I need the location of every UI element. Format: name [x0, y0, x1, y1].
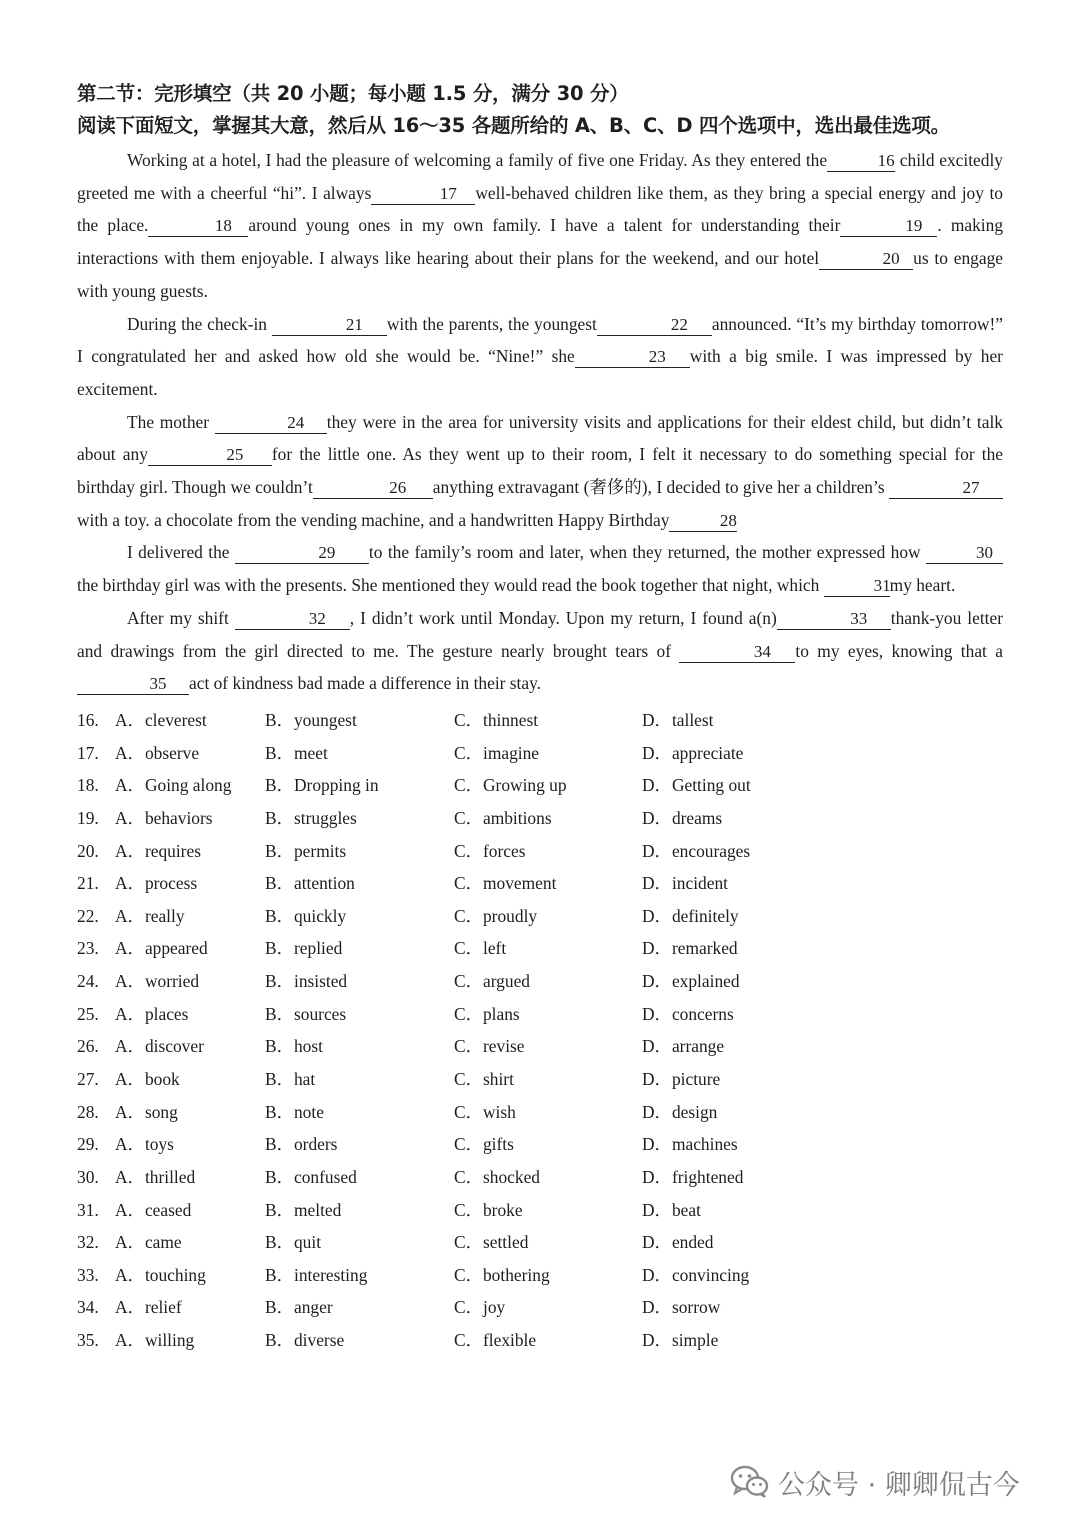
option-b[interactable]: B．anger — [265, 1297, 333, 1318]
option-d[interactable]: D．definitely — [642, 905, 739, 926]
option-d[interactable]: D．dreams — [642, 807, 723, 828]
question-row — [77, 1291, 1003, 1324]
passage-text: act of kindness bad made a difference in their stay. — [189, 673, 542, 694]
option-b[interactable]: B．replied — [265, 938, 343, 959]
option-a[interactable]: A．behaviors — [115, 807, 213, 828]
exam-page — [77, 78, 1003, 1357]
question-row — [77, 1096, 1003, 1129]
blank-number: 21 — [345, 314, 363, 334]
answer-blank[interactable] — [669, 509, 737, 532]
option-a[interactable]: A．Going along — [115, 775, 232, 796]
question-row — [77, 1324, 1003, 1357]
answer-blank[interactable] — [889, 476, 1003, 499]
question-number: 21. — [77, 873, 99, 894]
question-number: 16. — [77, 709, 99, 730]
question-number: 20. — [77, 840, 99, 861]
option-a[interactable]: A．toys — [115, 1134, 174, 1155]
blank-number: 17 — [439, 183, 457, 203]
option-d[interactable]: D．sorrow — [642, 1297, 721, 1318]
question-row — [77, 1226, 1003, 1259]
option-a[interactable]: A．ceased — [115, 1199, 192, 1220]
answer-blank[interactable] — [597, 313, 712, 336]
option-a[interactable]: A．process — [115, 873, 198, 894]
option-d[interactable]: D．design — [642, 1101, 718, 1122]
option-a[interactable]: A．observe — [115, 742, 200, 763]
question-row — [77, 835, 1003, 868]
option-d[interactable]: D．convincing — [642, 1264, 750, 1285]
passage-text: with a big smile. I was impressed by her excitement. — [77, 346, 1003, 399]
option-a[interactable]: A．willing — [115, 1330, 195, 1351]
option-c[interactable]: C．broke — [454, 1199, 523, 1220]
passage-text: to my eyes, knowing that a — [795, 640, 1003, 661]
option-d[interactable]: D．appreciate — [642, 742, 744, 763]
option-b[interactable]: B．permits — [265, 840, 347, 861]
blank-number: 19 — [905, 216, 923, 236]
option-c[interactable]: C．shirt — [454, 1069, 514, 1089]
passage-text: Working at a hotel, I had the pleasure of welcoming a family of five one Friday. As they entered the — [127, 150, 828, 170]
question-number: 23. — [77, 938, 99, 959]
option-c[interactable]: C．revise — [454, 1036, 525, 1057]
question-row — [77, 1259, 1003, 1292]
option-d[interactable]: D．Getting out — [642, 775, 751, 796]
blank-number: 16 — [877, 151, 895, 170]
option-c[interactable]: C．argued — [454, 971, 530, 992]
question-number: 29. — [77, 1134, 99, 1155]
question-row — [77, 1063, 1003, 1096]
question-row — [77, 965, 1003, 998]
option-a[interactable]: A．cleverest — [115, 709, 207, 730]
passage-text: The mother — [127, 411, 215, 432]
question-number: 34. — [77, 1297, 99, 1318]
question-row — [77, 802, 1003, 835]
passage-text: . making interactions with them enjoyable. I always like hearing about their plans for the weekend, and our hotel — [77, 215, 1004, 269]
answer-blank[interactable] — [777, 607, 891, 630]
option-b[interactable]: B．hat — [265, 1069, 316, 1089]
passage-text: with the parents, the youngest — [386, 313, 597, 334]
answer-blank[interactable] — [926, 541, 1003, 564]
blank-number: 18 — [214, 216, 232, 236]
passage-text: to the family’s room and later, when they returned, the mother expressed how — [368, 542, 926, 563]
option-b[interactable]: B．insisted — [265, 971, 348, 992]
option-c[interactable]: C．shocked — [454, 1166, 540, 1187]
question-number: 32. — [77, 1232, 99, 1253]
passage-text: the birthday girl was with the presents. She mentioned they would read the book together that night, which — [77, 575, 824, 596]
option-b[interactable]: B．sources — [265, 1003, 347, 1024]
question-number: 24. — [77, 971, 99, 992]
answer-blank[interactable] — [148, 443, 272, 466]
question-number: 30. — [77, 1166, 99, 1187]
question-number: 28. — [77, 1101, 99, 1122]
blank-number: 23 — [648, 347, 666, 367]
option-b[interactable]: B．host — [265, 1036, 323, 1057]
option-c[interactable]: C．ambitions — [454, 807, 552, 828]
option-b[interactable]: B．confused — [265, 1166, 357, 1187]
option-b[interactable]: B．melted — [265, 1199, 342, 1220]
question-number: 19. — [77, 807, 99, 828]
passage-paragraph — [77, 406, 1003, 537]
option-b[interactable]: B．quit — [265, 1232, 322, 1253]
option-b[interactable]: B．struggles — [265, 807, 357, 828]
option-b[interactable]: B．note — [265, 1101, 324, 1122]
option-d[interactable]: D．concerns — [642, 1003, 734, 1024]
option-d[interactable]: D．machines — [642, 1134, 738, 1155]
question-number: 25. — [77, 1003, 99, 1024]
blank-number: 31 — [873, 576, 891, 596]
passage-paragraph — [77, 536, 1003, 601]
answer-blank[interactable] — [235, 607, 350, 630]
question-row — [77, 1194, 1003, 1227]
answer-blank[interactable] — [575, 345, 690, 368]
option-a[interactable]: A．places — [115, 1003, 189, 1024]
option-c[interactable]: C．plans — [454, 1003, 520, 1024]
option-c[interactable]: C．bothering — [454, 1264, 550, 1285]
option-c[interactable]: C．joy — [454, 1297, 506, 1318]
question-number: 17. — [77, 742, 99, 763]
question-row — [77, 769, 1003, 802]
answer-blank[interactable] — [148, 214, 248, 237]
option-c[interactable]: C．movement — [454, 873, 557, 894]
question-number: 35. — [77, 1330, 99, 1351]
option-b[interactable]: B．meet — [265, 742, 328, 763]
option-c[interactable]: C．imagine — [454, 742, 540, 763]
watermark-text: 公众号 · 卿卿侃古今 — [778, 1469, 1020, 1501]
blank-number: 25 — [226, 445, 244, 465]
question-row — [77, 867, 1003, 900]
option-d[interactable]: D．encourages — [642, 840, 751, 861]
question-number: 27. — [77, 1069, 99, 1089]
option-c[interactable]: C．proudly — [454, 905, 538, 926]
blank-number: 26 — [389, 478, 407, 498]
blank-number: 30 — [976, 543, 993, 563]
answer-blank[interactable] — [77, 672, 189, 695]
question-row — [77, 737, 1003, 770]
option-b[interactable]: B．orders — [265, 1134, 338, 1155]
option-d[interactable]: D．picture — [642, 1069, 721, 1089]
blank-number: 24 — [287, 412, 305, 432]
answer-blank[interactable] — [824, 574, 890, 597]
option-b[interactable]: B．attention — [265, 873, 355, 894]
answer-blank[interactable] — [840, 214, 937, 237]
option-b[interactable]: B．Dropping in — [265, 775, 379, 796]
option-a[interactable]: A．thrilled — [115, 1166, 196, 1187]
blank-number: 32 — [308, 608, 326, 628]
passage-text: anything extravagant (奢侈的), I decided to give her a children’s — [432, 477, 890, 498]
passage-text: with a toy. a chocolate from the vending machine, and a handwritten Happy Birthday — [77, 509, 670, 530]
answer-blank[interactable] — [235, 541, 369, 564]
passage-text: I delivered the — [127, 542, 235, 563]
option-c[interactable]: C．thinnest — [454, 709, 539, 730]
option-c[interactable]: C．wish — [454, 1101, 516, 1122]
option-c[interactable]: C．settled — [454, 1232, 529, 1253]
question-number: 31. — [77, 1199, 99, 1220]
option-a[interactable]: A．came — [115, 1232, 182, 1253]
passage-text: announced. “It’s my birthday tomorrow!” I congratulated her and asked how old she would be. “Nine!” she — [77, 313, 1004, 367]
option-a[interactable]: A．discover — [115, 1036, 204, 1057]
blank-number: 27 — [962, 478, 980, 498]
option-d[interactable]: D．ended — [642, 1232, 714, 1253]
option-a[interactable]: A．requires — [115, 840, 201, 861]
passage-text: well-behaved children like them, as they bring a special energy and joy to the place. — [77, 182, 1004, 236]
answer-blank[interactable] — [679, 640, 795, 663]
question-row — [77, 1161, 1003, 1194]
passage-text: us to engage with young guests. — [77, 248, 1003, 301]
passage-text: thank-you letter and drawings from the girl directed to me. The gesture nearly brought tears of — [77, 607, 1003, 661]
answer-blank[interactable] — [827, 149, 895, 172]
option-d[interactable]: D．beat — [642, 1199, 701, 1220]
question-row — [77, 1030, 1003, 1063]
blank-number: 20 — [882, 249, 900, 269]
passage-paragraph — [77, 602, 1003, 700]
option-c[interactable]: C．gifts — [454, 1134, 514, 1155]
answer-blank[interactable] — [215, 411, 327, 434]
wechat-icon — [730, 1465, 770, 1499]
option-d[interactable]: D．tallest — [642, 709, 714, 730]
option-d[interactable]: D．arrange — [642, 1036, 725, 1057]
passage-text: During the check-in — [127, 313, 272, 334]
option-a[interactable]: A．worried — [115, 971, 200, 992]
blank-number: 22 — [670, 314, 688, 334]
option-a[interactable]: A．appeared — [115, 938, 208, 959]
blank-number: 35 — [149, 674, 167, 694]
option-d[interactable]: D．explained — [642, 971, 740, 992]
option-c[interactable]: C．left — [454, 938, 507, 959]
option-d[interactable]: D．remarked — [642, 938, 738, 959]
answer-blank[interactable] — [313, 476, 433, 499]
question-row — [77, 704, 1003, 737]
option-a[interactable]: A．song — [115, 1101, 178, 1122]
question-number: 26. — [77, 1036, 99, 1057]
answer-blank[interactable] — [371, 182, 475, 205]
option-b[interactable]: B．quickly — [265, 905, 347, 926]
option-a[interactable]: A．relief — [115, 1297, 182, 1318]
option-c[interactable]: C．flexible — [454, 1330, 537, 1351]
option-a[interactable]: A．book — [115, 1069, 180, 1089]
option-a[interactable]: A．touching — [115, 1264, 206, 1285]
option-d[interactable]: D．frightened — [642, 1166, 744, 1187]
passage-paragraph — [77, 308, 1003, 406]
option-a[interactable]: A．really — [115, 905, 185, 926]
option-d[interactable]: D．simple — [642, 1330, 719, 1351]
answer-blank[interactable] — [819, 247, 913, 270]
option-c[interactable]: C．forces — [454, 840, 526, 861]
question-row — [77, 900, 1003, 933]
question-number: 33. — [77, 1264, 99, 1285]
option-b[interactable]: B．diverse — [265, 1330, 345, 1351]
passage-text: my heart. — [889, 575, 956, 596]
passage-text: around young ones in my own family. I have a talent for understanding their — [248, 215, 841, 236]
passage-text: , I didn’t work until Monday. Upon my return, I found a(n) — [349, 607, 777, 628]
passage-paragraph — [77, 144, 1003, 308]
blank-number: 29 — [318, 543, 336, 563]
passage-text: After my shift — [127, 607, 235, 628]
blank-number: 28 — [719, 510, 737, 530]
question-number: 18. — [77, 775, 99, 796]
passage-text: child excitedly greeted me with a cheerful “hi”. I always — [77, 150, 1003, 203]
instruction-text: 阅读下面短文，掌握其大意，然后从 16～35 各题所给的 A、B、C、D 四个选项中，选出最佳选项。 — [77, 114, 950, 137]
passage-text: they were in the area for university visits and applications for their eldest child, but didn’t talk about any — [77, 411, 1003, 465]
section-title: 第二节：完形填空（共 20 小题；每小题 1.5 分，满分 30 分） — [77, 82, 629, 105]
options-list — [77, 704, 1003, 1357]
answer-blank[interactable] — [272, 313, 387, 336]
blank-number: 33 — [850, 608, 868, 628]
blank-number: 34 — [753, 641, 771, 661]
watermark — [730, 1460, 1020, 1504]
question-row — [77, 932, 1003, 965]
question-row — [77, 1128, 1003, 1161]
option-c[interactable]: C．Growing up — [454, 775, 567, 796]
option-d[interactable]: D．incident — [642, 873, 728, 894]
option-b[interactable]: B．interesting — [265, 1264, 368, 1285]
option-b[interactable]: B．youngest — [265, 709, 357, 730]
question-number: 22. — [77, 905, 99, 926]
cloze-passage — [77, 144, 1003, 700]
question-row — [77, 998, 1003, 1031]
passage-text: for the little one. As they went up to their room, I felt it necessary to do something special for the birthday girl. Though we couldn’t — [77, 444, 1003, 498]
